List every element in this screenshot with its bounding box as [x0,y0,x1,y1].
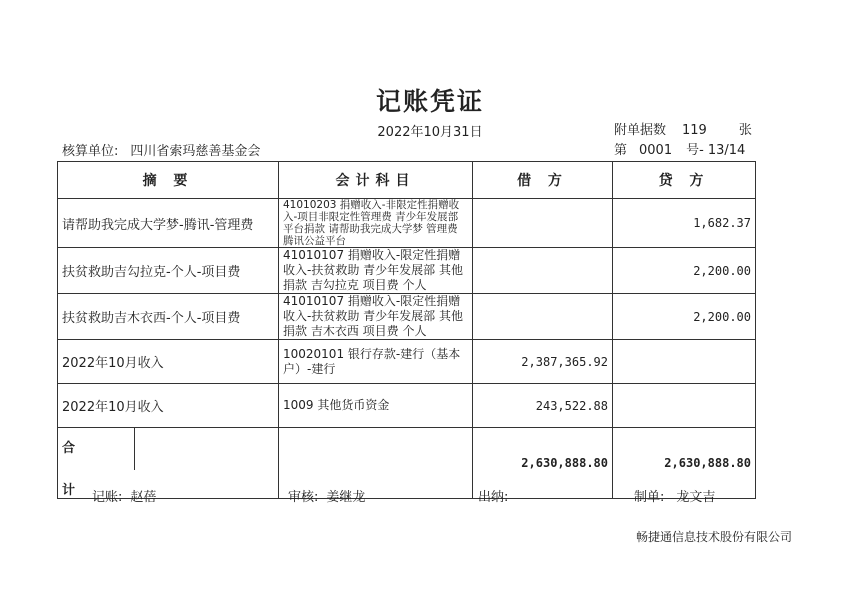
attachments-unit: 张 [738,123,752,138]
row-debit [473,248,613,294]
voucher-number [614,139,745,158]
table-row [58,340,756,384]
cashier-label: 出纳: [478,490,509,505]
accounting-unit [62,140,260,159]
row-account: 41010107 捐赠收入-限定性捐赠收入-扶贫救助 青少年发展部 其他捐款 吉木衣西 项目费 个人 [279,294,473,340]
attachments-count: 119 [682,123,707,138]
row-credit: 2,200.00 [613,248,756,294]
header-credit: 贷 方 [613,162,756,199]
table-row [58,294,756,340]
header-summary: 摘 要 [58,162,279,199]
voucher-number-value: 0001 [639,143,673,158]
row-account: 1009 其他货币资金 [279,384,473,428]
preparer-field [634,486,715,505]
row-summary: 2022年10月收入 [58,384,279,428]
row-debit: 243,522.88 [473,384,613,428]
row-account: 41010107 捐赠收入-限定性捐赠收入-扶贫救助 青少年发展部 其他捐款 吉勾拉克 项目费 个人 [279,248,473,294]
table-header-row [58,162,756,199]
total-credit: 2,630,888.80 [613,428,756,499]
table-row [58,248,756,294]
row-credit [613,384,756,428]
bookkeeper-field [92,486,156,505]
software-company: 畅捷通信息技术股份有限公司 [635,530,792,544]
bookkeeper-name: 赵蓓 [130,490,157,505]
attachments-label: 附单据数 [614,123,667,138]
voucher-suffix: 号- [686,143,704,158]
row-account: 10020101 银行存款-建行（基本户）-建行 [279,340,473,384]
preparer-name: 龙文吉 [676,490,716,505]
row-debit: 2,387,365.92 [473,340,613,384]
header-debit: 借 方 [473,162,613,199]
table-row [58,384,756,428]
document-title: 记账凭证 [375,87,484,116]
preparer-label: 制单: [634,490,665,505]
accounting-unit-name: 四川省索玛慈善基金会 [130,144,261,159]
row-account: 41010203 捐赠收入-非限定性捐赠收入-项目非限定性管理费 青少年发展部平台捐款 请帮助我完成大学梦 管理费腾讯公益平台 [279,199,473,248]
row-debit [473,199,613,248]
voucher-table [57,161,756,499]
row-credit: 1,682.37 [613,199,756,248]
row-summary: 请帮助我完成大学梦-腾讯-管理费 [58,199,279,248]
total-label-text: 合 计 [44,428,135,470]
voucher-prefix: 第 [614,143,628,158]
total-debit: 2,630,888.80 [473,428,613,499]
bookkeeper-label: 记账: [92,490,123,505]
row-debit [473,294,613,340]
row-summary: 扶贫救助吉勾拉克-个人-项目费 [58,248,279,294]
cashier-field [478,486,516,505]
table-row [58,199,756,248]
row-summary: 2022年10月收入 [58,340,279,384]
total-label [58,428,279,499]
attachments-info [614,119,752,138]
reviewer-name: 姜继龙 [326,490,366,505]
header-account: 会计科目 [279,162,473,199]
reviewer-label: 审核: [288,490,319,505]
row-credit: 2,200.00 [613,294,756,340]
voucher-date: 2022年10月31日 [377,125,483,140]
accounting-unit-label: 核算单位: [62,144,119,159]
row-credit [613,340,756,384]
voucher-page: 13/14 [707,143,746,158]
reviewer-field [288,486,365,505]
row-summary: 扶贫救助吉木衣西-个人-项目费 [58,294,279,340]
